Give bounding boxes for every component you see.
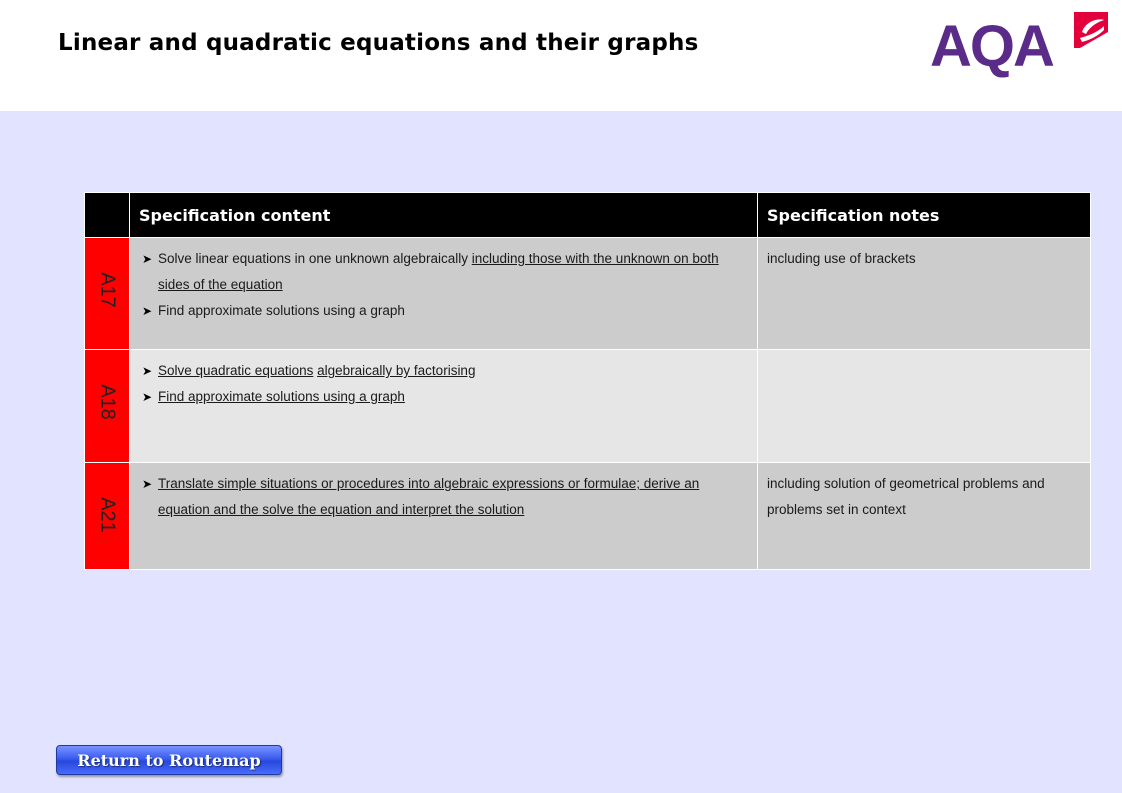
header-bar: [0, 0, 1122, 111]
spec-notes-cell: [758, 350, 1091, 463]
spec-content-list: [142, 358, 747, 410]
content-text-underlined: Translate simple situations or procedures into algebraic expressions or formulae; derive an equation and the solve the equation and interpret the solution: [158, 476, 700, 517]
content-text-underlined: Find approximate solutions using a graph: [158, 389, 405, 404]
spec-content-cell: [130, 463, 758, 570]
list-item: [142, 471, 747, 523]
spec-code: A18: [96, 384, 119, 420]
aqa-logo-text: AQA: [930, 14, 1053, 79]
arrow-bullet-icon: ➤: [142, 304, 153, 318]
aqa-logo-mark-icon: [1070, 10, 1110, 50]
table-header-row: [85, 193, 1091, 238]
table-row: [85, 463, 1091, 570]
spec-content-cell: [130, 238, 758, 350]
spec-code: A21: [96, 497, 119, 533]
spec-content-list: [142, 246, 747, 324]
aqa-logo: [928, 8, 1112, 78]
spec-code-cell: [85, 463, 130, 570]
table-header-content: Specification content: [130, 193, 758, 238]
spec-code: A17: [96, 272, 119, 308]
table-header-notes: Specification notes: [758, 193, 1091, 238]
specification-table: [84, 192, 1091, 570]
spec-code-cell: [85, 350, 130, 463]
arrow-bullet-icon: ➤: [142, 477, 153, 491]
arrow-bullet-icon: ➤: [142, 364, 153, 378]
spec-content-cell: [130, 350, 758, 463]
spec-notes-cell: including solution of geometrical problems and problems set in context: [758, 463, 1091, 570]
arrow-bullet-icon: ➤: [142, 390, 153, 404]
content-text-underlined: including those with the unknown on both sides of the equation: [158, 251, 719, 292]
table-row: [85, 238, 1091, 350]
list-item: [142, 298, 747, 324]
spec-content-list: [142, 471, 747, 523]
page-title: Linear and quadratic equations and their graphs: [58, 30, 699, 56]
content-text: Find approximate solutions using a graph: [158, 303, 405, 318]
spec-code-cell: [85, 238, 130, 350]
list-item: [142, 246, 747, 298]
content-text-underlined: algebraically by factorising: [317, 363, 476, 378]
spec-notes-cell: including use of brackets: [758, 238, 1091, 350]
content-text-underlined: Solve quadratic equations: [158, 363, 314, 378]
table-header-code: [85, 193, 130, 238]
return-to-routemap-button[interactable]: Return to Routemap: [56, 745, 282, 775]
list-item: [142, 384, 747, 410]
arrow-bullet-icon: ➤: [142, 252, 153, 266]
content-text: Solve linear equations in one unknown algebraically: [158, 251, 472, 266]
table-row: [85, 350, 1091, 463]
list-item: [142, 358, 747, 384]
